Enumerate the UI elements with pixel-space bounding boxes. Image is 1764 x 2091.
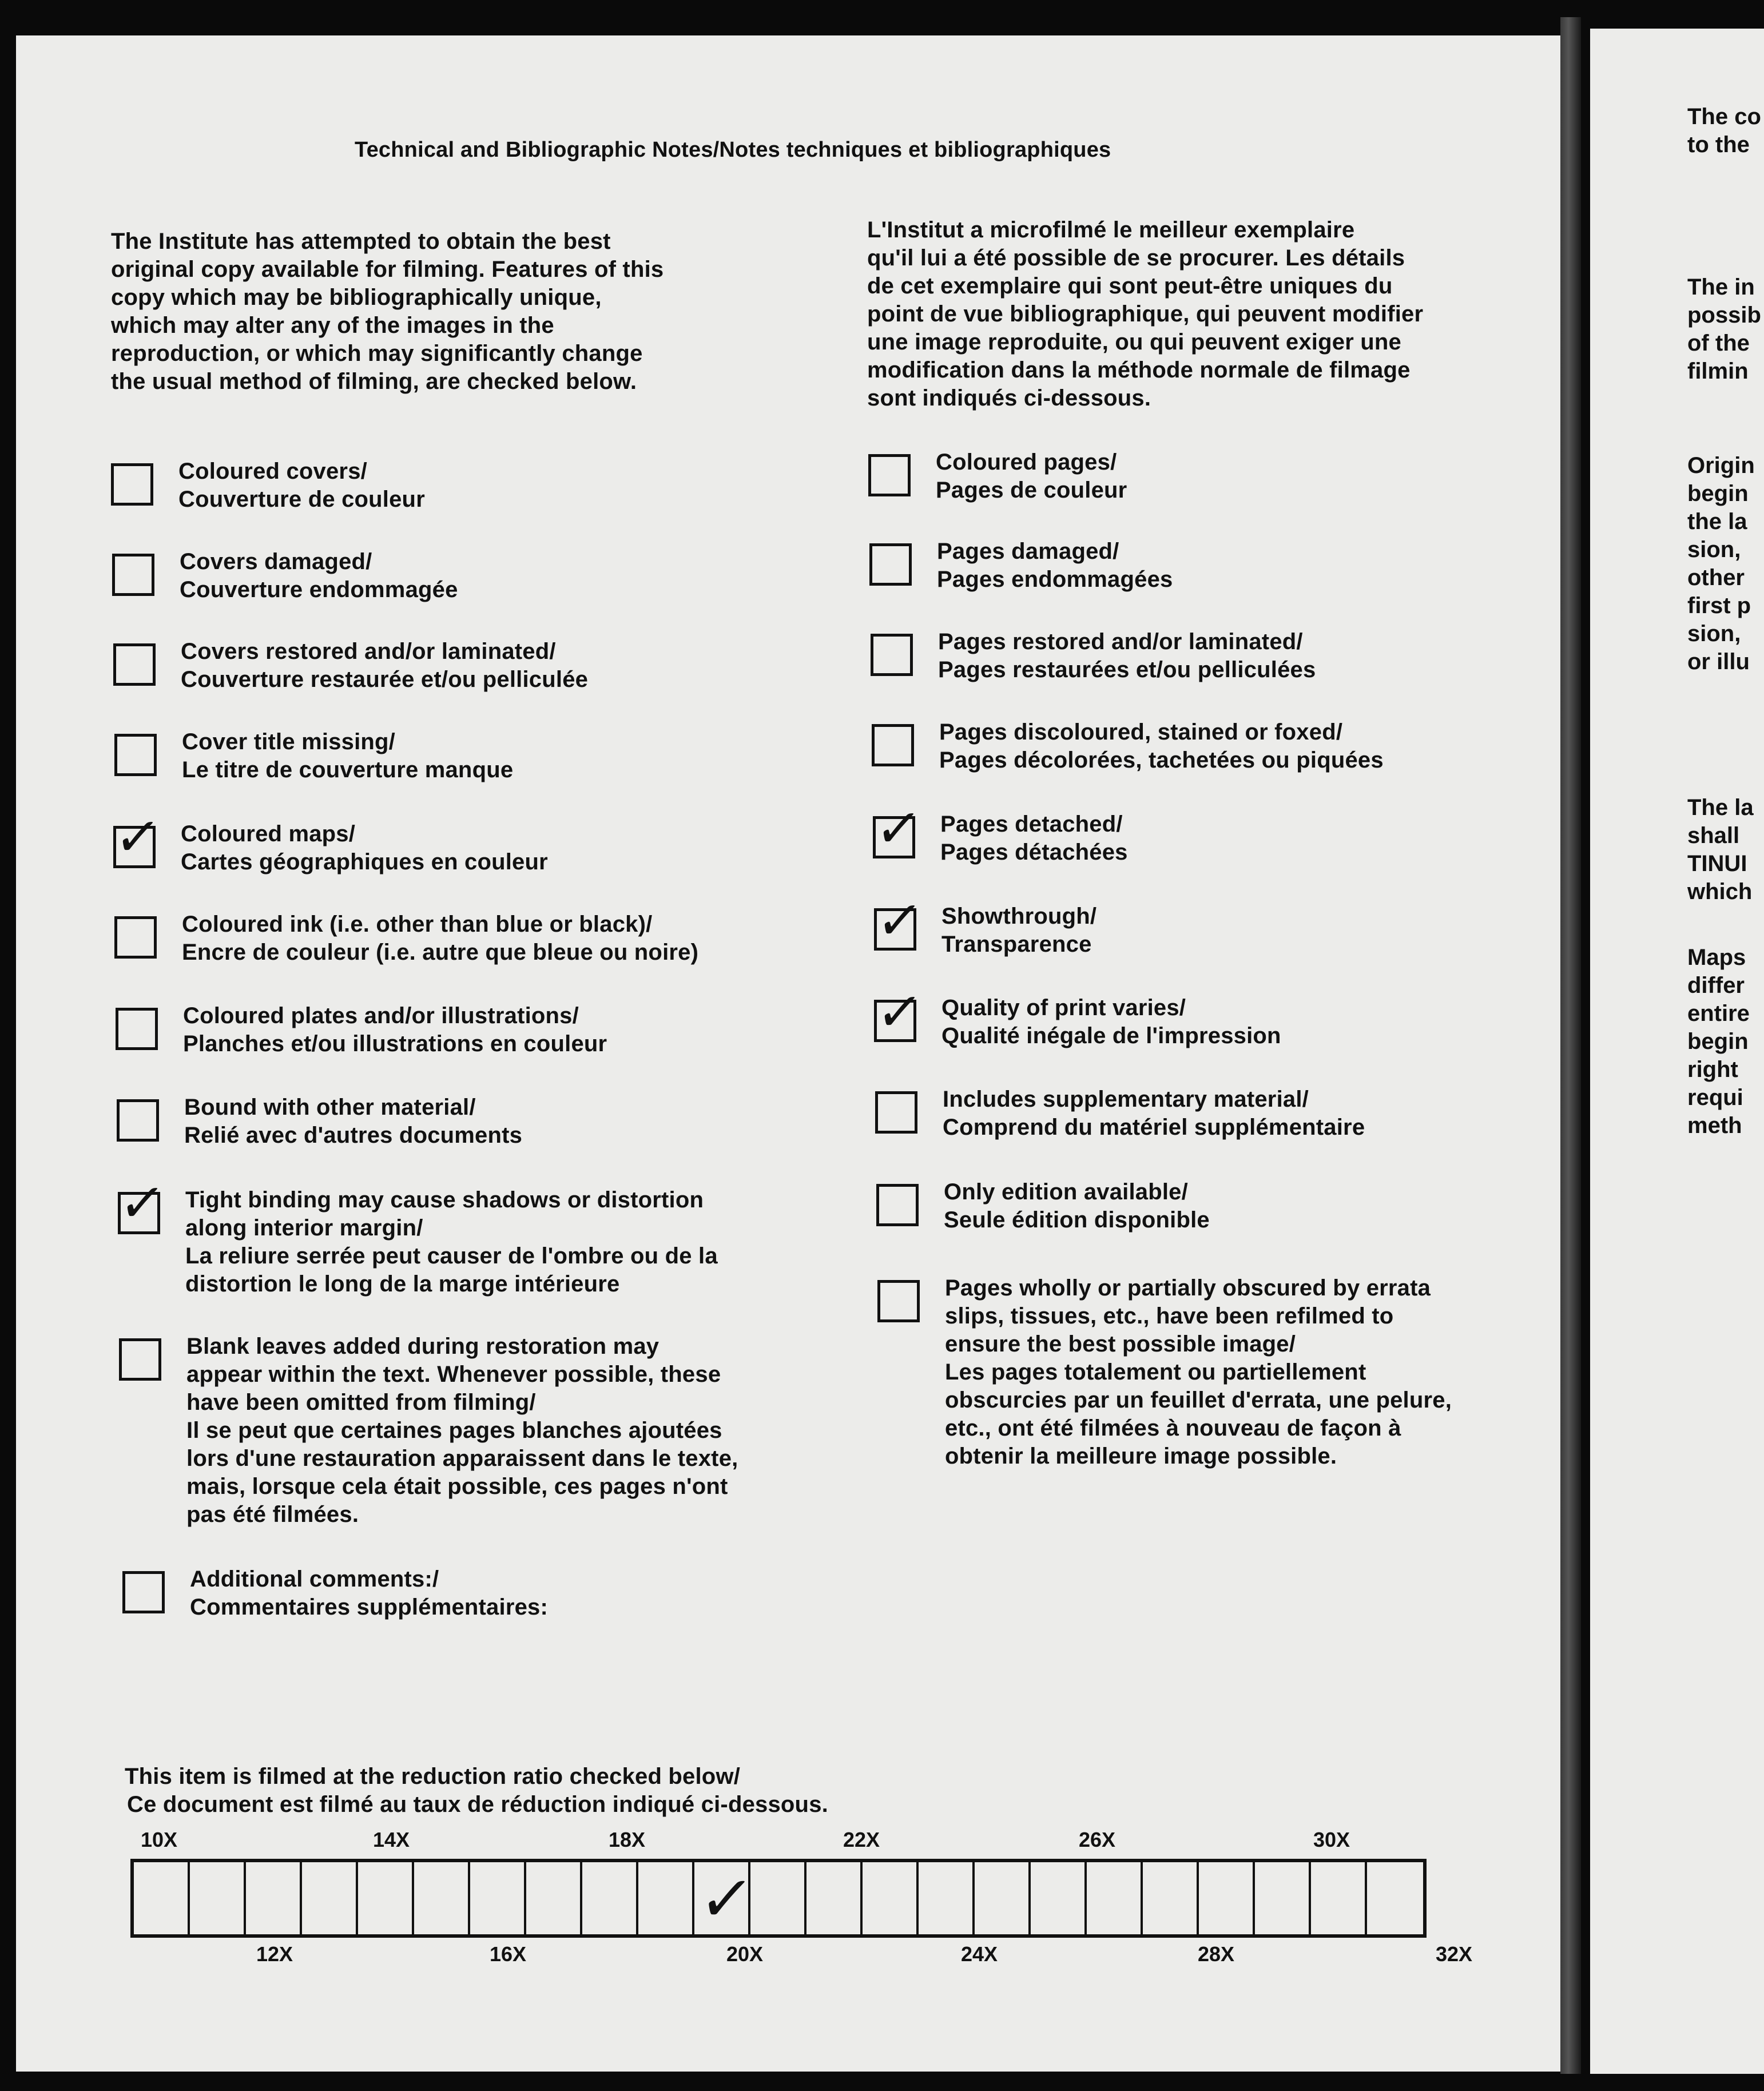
- checkbox[interactable]: [871, 634, 913, 676]
- ratio-label-top: 14X: [373, 1828, 410, 1851]
- ratio-cell[interactable]: [190, 1862, 246, 1934]
- intro-en-line: which may alter any of the images in the: [111, 313, 554, 338]
- item-label-line: Coloured ink (i.e. other than blue or black)/: [182, 912, 653, 937]
- item-label-line: Cover title missing/: [182, 729, 395, 754]
- checkbox[interactable]: [877, 1280, 920, 1322]
- right-page-text-fragment: to the: [1687, 132, 1750, 157]
- check-mark-icon: ✓: [116, 1174, 169, 1233]
- item-label-line: Qualité inégale de l'impression: [941, 1023, 1281, 1048]
- item-label-line: Showthrough/: [941, 904, 1097, 929]
- item-label-line: Transparence: [941, 932, 1092, 957]
- item-label-line: obscurcies par un feuillet d'errata, une pelure,: [945, 1388, 1452, 1413]
- ratio-cell[interactable]: [919, 1862, 975, 1934]
- right-page-text-fragment: Origin: [1687, 453, 1755, 478]
- item-label-line: Coloured pages/: [936, 450, 1117, 475]
- ratio-cell[interactable]: [246, 1862, 302, 1934]
- item-label-line: Quality of print varies/: [941, 995, 1186, 1020]
- checkbox[interactable]: [875, 1091, 917, 1134]
- item-label-line: Additional comments:/: [190, 1567, 439, 1592]
- ratio-cell[interactable]: [1367, 1862, 1423, 1934]
- item-label-line: Includes supplementary material/: [943, 1087, 1309, 1112]
- ratio-cell[interactable]: [694, 1862, 758, 1934]
- item-label-line: have been omitted from filming/: [186, 1390, 536, 1415]
- item-label-line: Pages détachées: [940, 840, 1128, 865]
- checkbox[interactable]: [122, 1571, 165, 1613]
- right-page-text-fragment: filmin: [1687, 359, 1749, 384]
- ratio-cell[interactable]: [806, 1862, 863, 1934]
- item-label-line: Pages detached/: [940, 812, 1123, 837]
- intro-en-line: original copy available for filming. Features of this: [111, 257, 664, 282]
- intro-en-line: copy which may be bibliographically unique,: [111, 285, 602, 310]
- item-label-line: Pages restaurées et/ou pelliculées: [938, 657, 1316, 682]
- check-mark-icon: ✓: [872, 800, 925, 858]
- item-label-line: Commentaires supplémentaires:: [190, 1595, 548, 1620]
- item-label-line: Relié avec d'autres documents: [184, 1123, 523, 1148]
- intro-fr-line: une image reproduite, ou qui peuvent exiger une: [867, 329, 1401, 355]
- item-label-line: Bound with other material/: [184, 1095, 476, 1120]
- item-label-line: obtenir la meilleure image possible.: [945, 1444, 1337, 1469]
- item-label-line: Pages restored and/or laminated/: [938, 629, 1303, 654]
- right-page-text-fragment: The in: [1687, 275, 1755, 300]
- item-label-line: Encre de couleur (i.e. autre que bleue ou noire): [182, 940, 699, 965]
- checkbox[interactable]: [113, 643, 156, 686]
- ratio-cell[interactable]: [1311, 1862, 1367, 1934]
- ratio-label-bottom: 20X: [726, 1942, 764, 1966]
- item-label-line: Covers damaged/: [180, 549, 372, 574]
- ratio-label-bottom: 24X: [961, 1942, 998, 1966]
- intro-en-line: reproduction, or which may significantly change: [111, 341, 643, 366]
- item-label-line: Cartes géographiques en couleur: [181, 849, 548, 874]
- ratio-cell[interactable]: [1199, 1862, 1255, 1934]
- checkbox[interactable]: [112, 554, 154, 596]
- right-page-text-fragment: entire: [1687, 1001, 1750, 1026]
- ratio-cell[interactable]: [414, 1862, 470, 1934]
- ratio-cell[interactable]: [750, 1862, 806, 1934]
- item-label-line: pas été filmées.: [186, 1502, 359, 1527]
- ratio-cell[interactable]: [1143, 1862, 1199, 1934]
- item-label-line: ensure the best possible image/: [945, 1331, 1296, 1357]
- right-page-text-fragment: begin: [1687, 1029, 1749, 1054]
- ratio-cell[interactable]: [134, 1862, 190, 1934]
- ratio-cell[interactable]: [470, 1862, 526, 1934]
- ratio-cell[interactable]: [1031, 1862, 1087, 1934]
- item-label-line: Il se peut que certaines pages blanches ajoutées: [186, 1418, 722, 1443]
- book-spine: [1560, 17, 1581, 2074]
- intro-en-line: the usual method of filming, are checked below.: [111, 369, 637, 394]
- item-label-line: Couverture restaurée et/ou pelliculée: [181, 667, 589, 692]
- ratio-label-top: 10X: [141, 1828, 178, 1851]
- right-page-text-fragment: begin: [1687, 481, 1749, 506]
- page-title: Technical and Bibliographic Notes/Notes techniques et bibliographiques: [355, 138, 1111, 162]
- intro-fr-line: qu'il lui a été possible de se procurer. Les détails: [867, 245, 1405, 271]
- intro-en-line: The Institute has attempted to obtain the best: [111, 229, 611, 254]
- right-page-text-fragment: requi: [1687, 1085, 1743, 1110]
- checkbox[interactable]: [868, 454, 911, 496]
- check-mark-icon: ✓: [695, 1864, 758, 1934]
- ratio-label-top: 30X: [1313, 1828, 1350, 1851]
- ratio-cell[interactable]: [302, 1862, 358, 1934]
- right-page-text-fragment: shall: [1687, 823, 1740, 848]
- item-label-line: slips, tissues, etc., have been refilmed to: [945, 1303, 1394, 1329]
- right-page-text-fragment: sion,: [1687, 621, 1741, 646]
- item-label-line: Coloured maps/: [181, 821, 356, 846]
- item-label-line: mais, lorsque cela était possible, ces pages n'ont: [186, 1474, 728, 1499]
- item-label-line: La reliure serrée peut causer de l'ombre ou de la: [185, 1243, 718, 1269]
- checkbox[interactable]: [114, 916, 157, 959]
- item-label-line: Planches et/ou illustrations en couleur: [183, 1031, 607, 1056]
- item-label-line: along interior margin/: [185, 1215, 423, 1241]
- checkbox[interactable]: [119, 1338, 161, 1381]
- item-label-line: Tight binding may cause shadows or distortion: [185, 1187, 704, 1213]
- right-page-text-fragment: right: [1687, 1057, 1738, 1082]
- checkbox[interactable]: [872, 724, 914, 766]
- item-label-line: Pages endommagées: [937, 567, 1173, 592]
- check-mark-icon: ✓: [111, 808, 164, 866]
- ratio-cell[interactable]: [526, 1862, 582, 1934]
- ratio-label-bottom: 12X: [256, 1942, 293, 1966]
- check-mark-icon: ✓: [873, 892, 926, 950]
- checkbox[interactable]: [117, 1099, 159, 1142]
- item-label-line: Coloured plates and/or illustrations/: [183, 1003, 579, 1028]
- right-page-text-fragment: which: [1687, 879, 1753, 904]
- item-label-line: Pages décolorées, tachetées ou piquées: [939, 748, 1384, 773]
- item-label-line: Covers restored and/or laminated/: [181, 639, 556, 664]
- ratio-label-bottom: 28X: [1198, 1942, 1235, 1966]
- item-label-line: appear within the text. Whenever possible, these: [186, 1362, 721, 1387]
- ratio-cell[interactable]: [358, 1862, 414, 1934]
- ratio-label-bottom: 16X: [490, 1942, 527, 1966]
- intro-fr-line: modification dans la méthode normale de filmage: [867, 357, 1411, 383]
- right-page-text-fragment: other: [1687, 565, 1745, 590]
- item-label-line: Couverture de couleur: [178, 487, 425, 512]
- checkbox[interactable]: [876, 1184, 919, 1226]
- checkbox[interactable]: [869, 543, 912, 586]
- checkbox[interactable]: [114, 734, 157, 776]
- item-label-line: Les pages totalement ou partiellement: [945, 1359, 1366, 1385]
- item-label-line: Only edition available/: [944, 1179, 1188, 1204]
- item-label-line: Pages de couleur: [936, 478, 1127, 503]
- item-label-line: Pages damaged/: [937, 539, 1119, 564]
- right-page-text-fragment: Maps: [1687, 945, 1746, 970]
- checkbox[interactable]: [111, 463, 153, 506]
- item-label-line: Le titre de couverture manque: [182, 757, 514, 782]
- right-page-text-fragment: the la: [1687, 509, 1747, 534]
- ratio-label-top: 26X: [1079, 1828, 1116, 1851]
- right-page-text-fragment: TINUI: [1687, 851, 1747, 876]
- item-label-line: Comprend du matériel supplémentaire: [943, 1115, 1365, 1140]
- reduction-ratio-grid: [130, 1859, 1427, 1938]
- ratio-cell[interactable]: [638, 1862, 694, 1934]
- item-label-line: Pages wholly or partially obscured by errata: [945, 1275, 1431, 1301]
- ratio-cell[interactable]: [863, 1862, 919, 1934]
- right-page-text-fragment: differ: [1687, 973, 1745, 998]
- right-page-text-fragment: meth: [1687, 1113, 1742, 1138]
- ratio-cell[interactable]: [1255, 1862, 1311, 1934]
- right-page-text-fragment: first p: [1687, 593, 1751, 618]
- ratio-label-bottom: 32X: [1436, 1942, 1473, 1966]
- intro-fr-line: sont indiqués ci-dessous.: [867, 385, 1151, 411]
- item-label-line: distortion le long de la marge intérieure: [185, 1271, 620, 1297]
- right-page-text-fragment: possib: [1687, 303, 1761, 328]
- item-label-line: lors d'une restauration apparaissent dans le texte,: [186, 1446, 738, 1471]
- right-page-text-fragment: The co: [1687, 104, 1761, 129]
- check-mark-icon: ✓: [873, 983, 926, 1041]
- item-label-line: Seule édition disponible: [944, 1207, 1210, 1233]
- right-page-text-fragment: or illu: [1687, 649, 1750, 674]
- ratio-cell[interactable]: [582, 1862, 638, 1934]
- ratio-label-top: 18X: [609, 1828, 646, 1851]
- intro-fr-line: L'Institut a microfilmé le meilleur exemplaire: [867, 217, 1355, 243]
- right-page-text-fragment: of the: [1687, 331, 1750, 356]
- intro-fr-line: point de vue bibliographique, qui peuvent modifier: [867, 301, 1424, 327]
- right-page-text-fragment: sion,: [1687, 537, 1741, 562]
- ratio-cell[interactable]: [975, 1862, 1031, 1934]
- item-label-line: Pages discoloured, stained or foxed/: [939, 719, 1343, 745]
- item-label-line: Coloured covers/: [178, 459, 367, 484]
- item-label-line: etc., ont été filmées à nouveau de façon à: [945, 1416, 1401, 1441]
- reduction-heading-fr: Ce document est filmé au taux de réduction indiqué ci-dessous.: [127, 1792, 828, 1817]
- ratio-cell[interactable]: [1087, 1862, 1143, 1934]
- ratio-label-top: 22X: [843, 1828, 880, 1851]
- reduction-heading-en: This item is filmed at the reduction ratio checked below/: [125, 1764, 741, 1789]
- item-label-line: Blank leaves added during restoration may: [186, 1334, 659, 1359]
- right-page-text-fragment: The la: [1687, 795, 1754, 820]
- checkbox[interactable]: [116, 1008, 158, 1050]
- item-label-line: Couverture endommagée: [180, 577, 458, 602]
- intro-fr-line: de cet exemplaire qui sont peut-être uniques du: [867, 273, 1393, 299]
